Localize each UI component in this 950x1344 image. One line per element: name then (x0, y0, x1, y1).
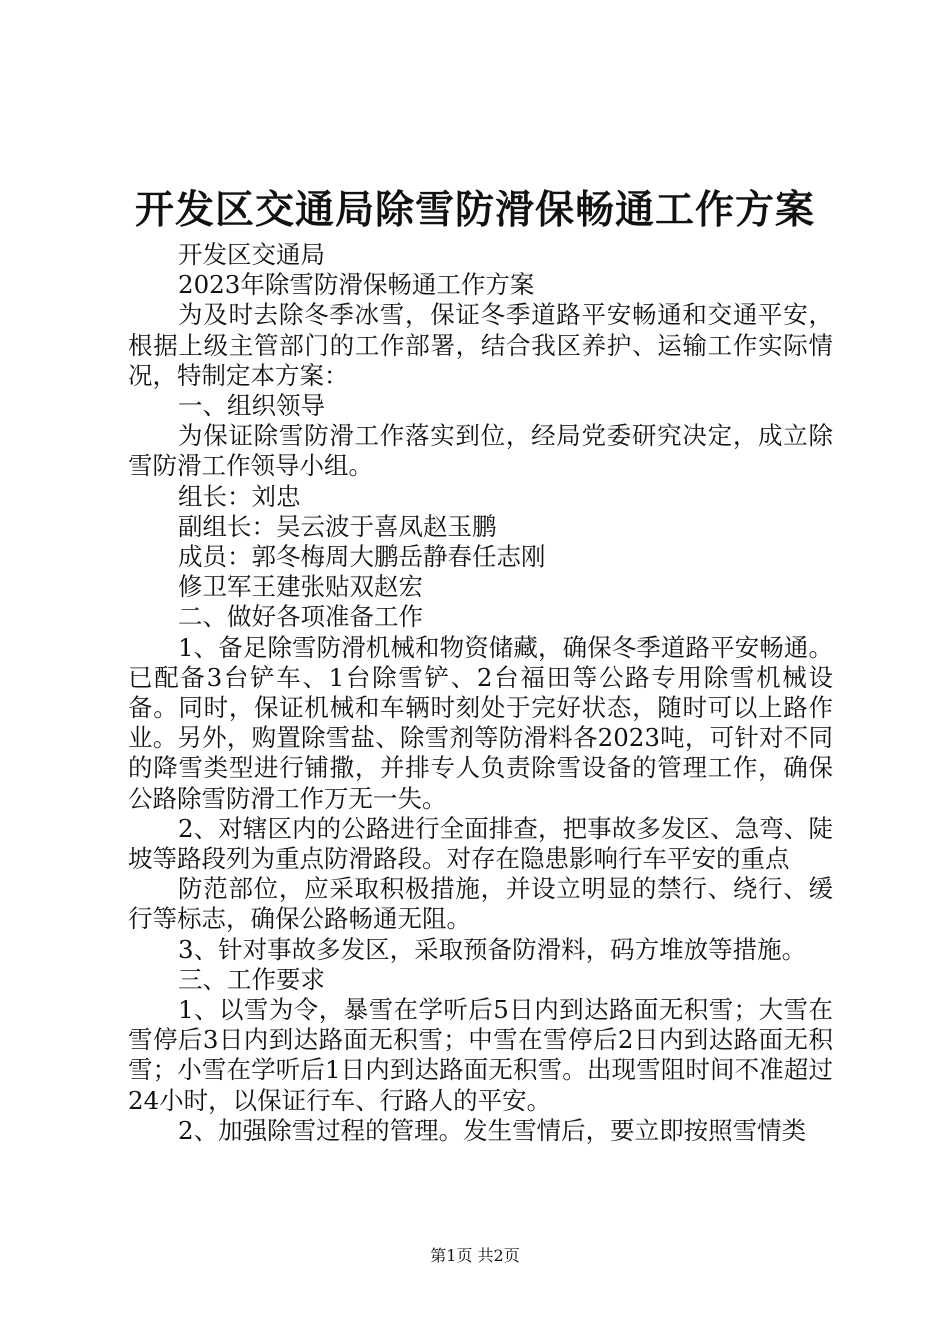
paragraph: 为保证除雪防滑工作落实到位，经局党委研究决定，成立除雪防滑工作领导小组。 (128, 421, 833, 481)
paragraph-members-cont: 修卫军王建张贴双赵宏 (178, 572, 423, 602)
paragraph-deputy: 副组长：吴云波于喜凤赵玉鹏 (178, 511, 497, 541)
section-heading-3: 三、工作要求 (178, 964, 325, 994)
document-title: 开发区交通局除雪防滑保畅通工作方案 (134, 187, 815, 233)
paragraph: 2、加强除雪过程的管理。发生雪情后，要立即按照雪情类 (178, 1115, 807, 1145)
paragraph: 3、针对事故多发区，采取预备防滑料，码方堆放等措施。 (178, 934, 807, 964)
paragraph: 2、对辖区内的公路进行全面排查，把事故多发区、急弯、陡坡等路段列为重点防滑路段。对存在隐患影响行车平安的重点 (128, 813, 833, 874)
document-body (128, 240, 833, 1146)
paragraph-intro: 为及时去除冬季冰雪，保证冬季道路平安畅通和交通平安，根据上级主管部门的工作部署，结合我区养护、运输工作实际情况，特制定本方案： (128, 300, 833, 390)
paragraph: 1、备足除雪防滑机械和物资储藏，确保冬季道路平安畅通。已配备3台铲车、1台除雪铲、2台福田等公路专用除雪机械设备。同时，保证机械和车辆时刻处于完好状态，随时可以上路作业。另外，购置除雪盐、除雪剂等防滑料各2023吨，可针对不同的降雪类型进行铺撒，并排专人负责除雪设备的管理工作，确保公路除雪防滑工作万无一失。 (128, 632, 833, 813)
section-heading-1: 一、组织领导 (178, 391, 325, 421)
section-heading-2: 二、做好各项准备工作 (178, 602, 423, 632)
paragraph-leader: 组长：刘忠 (178, 481, 301, 511)
paragraph-issuer: 开发区交通局 (178, 240, 325, 269)
paragraph: 防范部位，应采取积极措施，并设立明显的禁行、绕行、缓行等标志，确保公路畅通无阻。 (128, 874, 833, 934)
paragraph-members: 成员：郭冬梅周大鹏岳静春任志刚 (178, 542, 546, 572)
paragraph-subtitle: 2023年除雪防滑保畅通工作方案 (178, 270, 535, 300)
page-footer: 第1页 共2页 (430, 1246, 520, 1265)
paragraph: 1、以雪为令，暴雪在学听后5日内到达路面无积雪；大雪在雪停后3日内到达路面无积雪；中雪在雪停后2日内到达路面无积雪；小雪在学听后1日内到达路面无积雪。出现雪阻时间不准超过24小时，以保证行车、行路人的平安。 (128, 995, 833, 1115)
